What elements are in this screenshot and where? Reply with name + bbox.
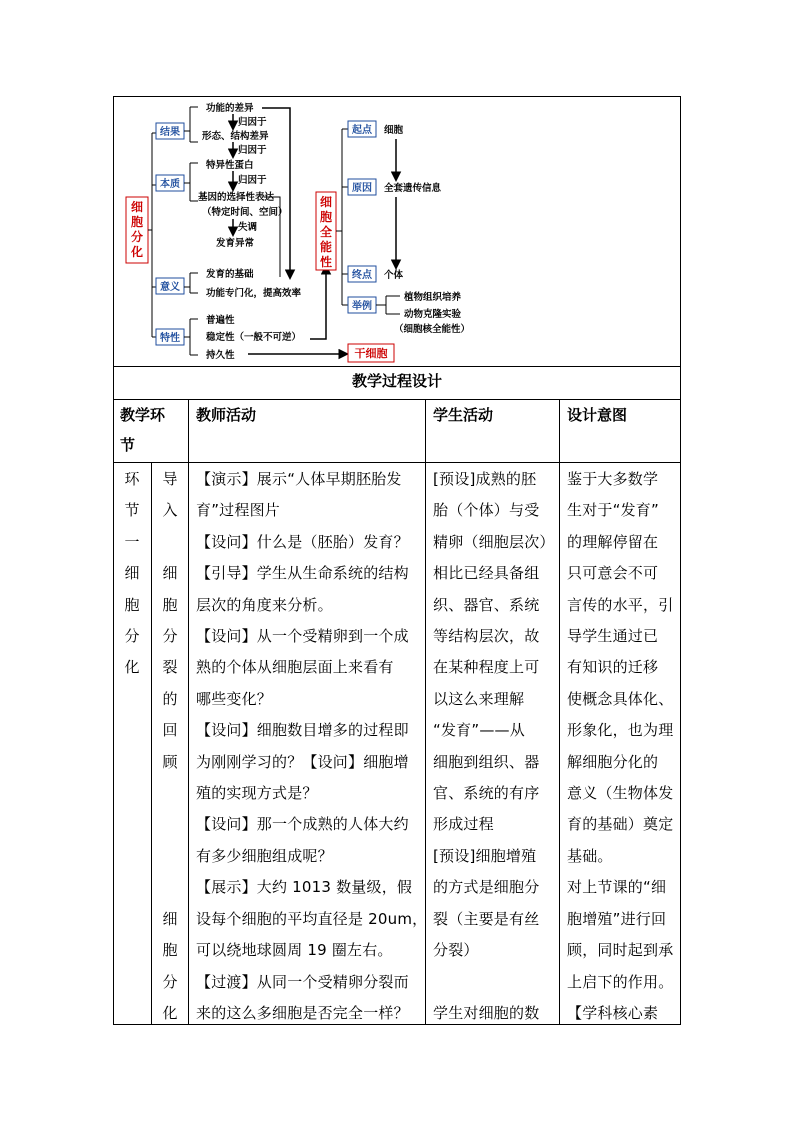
left-title-char: 细 [130,200,144,214]
right-title-char: 胞 [319,210,333,224]
right-item: 动物克隆实验 [404,309,462,320]
significance-item: 功能专门化，提高效率 [206,288,302,299]
column-divider [559,399,560,1025]
left-title-char: 胞 [130,215,144,229]
row-divider [113,462,681,463]
right-item: （细胞核全能性） [394,324,471,335]
student-line: 相比已经具备组 [433,564,540,583]
header-teacher: 教师活动 [196,406,257,424]
column-divider [188,399,189,1025]
trait-item: 普遍性 [206,315,235,326]
teacher-line: 育”过程图片 [196,501,280,520]
chain-item: 归因于 [238,145,267,156]
teacher-line: 设每个细胞的平均直径是 20um， [196,909,428,928]
teacher-line: 熟的个体从细胞层面上来看有 [196,658,394,677]
left-title-char: 化 [130,245,144,259]
chain-item: 失调 [238,222,258,233]
teacher-line: 来的这么多细胞是否完全一样？ [196,1003,409,1022]
right-item: 细胞 [384,125,404,136]
header-stage-line: 节 [120,436,136,454]
intent-line: 胞增殖”进行回 [567,909,667,928]
intent-line: 形象化，也为理 [567,721,674,740]
chain-item: 功能的差异 [206,103,254,114]
tag-start: 起点 [352,125,372,136]
column-divider [151,462,152,1025]
teacher-line: 哪些变化？ [196,689,273,708]
tag-essence: 本质 [160,179,180,190]
trait-item: 持久性 [206,350,235,361]
intent-line: 意义（生物体发 [567,784,674,803]
tag-example: 举例 [352,301,372,312]
intent-line: 言传的水平，引 [567,595,674,614]
teacher-line: 为刚刚学习的？【设问】细胞增 [196,752,409,771]
right-item: 全套遗传信息 [384,183,442,194]
header-stage-line: 教学环 [120,406,166,424]
student-line: “发育”——从 [433,721,525,740]
tag-reason: 原因 [352,183,372,194]
right-item: 个体 [384,270,404,281]
student-activity [433,464,555,1029]
header-stage [120,400,165,460]
chain-item: 归因于 [238,175,267,186]
chain-item: 归因于 [238,117,267,128]
intent-line: 导学生通过已 [567,627,659,646]
teacher-line: 【设问】从一个受精卵到一个成 [196,627,409,646]
tag-significance: 意义 [160,282,180,293]
teacher-line: 层次的角度来分析。 [196,595,333,614]
right-title-char: 性 [319,255,333,269]
row-divider [113,366,681,367]
stage-col2-top: 导 入 细 胞 分 裂 的 回 顾 [162,470,178,771]
chain-item: 特异性蛋白 [206,160,254,171]
teacher-line: 殖的实现方式是？ [196,784,318,803]
student-line: 形成过程 [433,815,494,834]
intent-line: 基础。 [567,846,613,865]
chain-item: 形态、结构差异 [202,131,269,142]
significance-item: 发育的基础 [206,269,254,280]
student-line: 官、系统的有序 [433,784,540,803]
teacher-activity [196,464,427,1029]
student-line: 以这么来理解 [433,689,525,708]
student-line: 学生对细胞的数 [433,1003,540,1022]
intent-line: 上启下的作用。 [567,972,674,991]
right-title-char: 细 [319,195,333,209]
section-title: 教学过程设计 [351,372,442,390]
intent-line: 有知识的迁移 [567,658,659,677]
intent-line: 生对于“发育” [567,501,659,520]
intent-line: 鉴于大多数学 [567,470,659,488]
right-item: 植物组织培养 [404,292,462,303]
student-line: 精卵（细胞层次） [433,532,555,551]
tag-result: 结果 [160,127,180,138]
teacher-line: 【过渡】从同一个受精卵分裂而 [196,972,409,991]
right-title-char: 能 [319,240,333,254]
student-line: 织、器官、系统 [433,595,540,614]
teacher-line: 【设问】细胞数目增多的过程即 [196,721,409,740]
intent-line: 【学科核心素 [567,1003,659,1022]
teacher-line: 【设问】那一个成熟的人体大约 [196,815,409,834]
teacher-line: 【演示】展示“人体早期胚胎发 [196,470,402,488]
intent-line: 的理解停留在 [567,532,659,551]
student-line: 的方式是细胞分 [433,878,540,897]
student-line: [预设]细胞增殖 [433,846,537,865]
intent-line: 解细胞分化的 [567,752,659,771]
intent-line: 顾，同时起到承 [567,941,674,960]
intent-line: 对上节课的“细 [567,878,667,897]
left-title-char: 分 [130,230,144,244]
student-line: 细胞到组织、器 [433,752,540,771]
concept-diagram [114,97,680,365]
student-line [433,967,555,998]
teacher-line: 【设问】什么是（胚胎）发育？ [196,532,409,551]
stage-col2-bottom: 细 胞 分 化 [162,910,178,1023]
header-intent: 设计意图 [567,406,628,424]
design-intent [567,464,673,1029]
header-student: 学生活动 [433,406,494,424]
trait-item: 稳定性（一般不可逆） [206,332,302,343]
intent-line: 育的基础）奠定 [567,815,674,834]
student-line: 胎（个体）与受 [433,501,540,520]
teacher-line: 【引导】学生从生命系统的结构 [196,564,409,583]
right-title-char: 全 [319,225,333,239]
intent-line: 只可意会不可 [567,564,659,583]
stage-col1: 环 节 一 细 胞 分 化 [124,470,140,677]
student-line: [预设]成熟的胚 [433,470,537,488]
student-line: 等结构层次，故 [433,627,540,646]
tag-traits: 特性 [160,333,180,344]
teacher-line: 有多少细胞组成呢？ [196,846,333,865]
stem-cell-label: 干细胞 [354,347,388,360]
student-line: 在某种程度上可 [433,658,540,677]
chain-item: 基因的选择性表达 [198,192,275,203]
student-line: 裂（主要是有丝 [433,909,540,928]
student-line: 分裂） [433,941,479,960]
teacher-line: 可以绕地球圆周 19 圈左右。 [196,941,393,960]
tag-end: 终点 [352,270,372,281]
intent-line: 使概念具体化、 [567,689,674,708]
teacher-line: 【展示】大约 1013 数量级，假 [196,878,413,897]
chain-item: 发育异常 [216,238,255,249]
chain-item: （特定时间、空间） [202,207,288,218]
